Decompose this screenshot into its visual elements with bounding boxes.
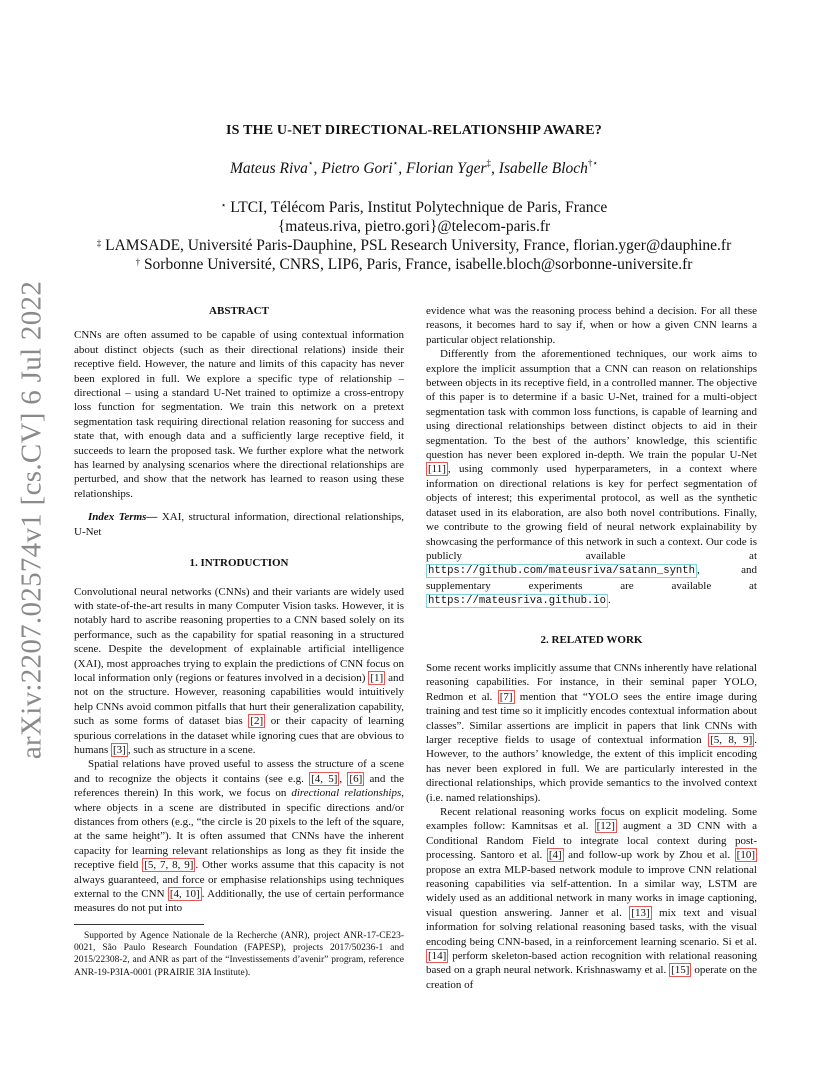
body-text: propose an extra MLP-based network module to improve CNN relational reasoning capabilities via self-attention. In a similar way, LSTM are widely used as an additional network in many works in image captioning, visual question answering. Janner et al. bbox=[426, 863, 757, 919]
body-text: or their capacity of learning spurious correlations in the dataset while ignoring cues that are obvious to humans bbox=[74, 715, 404, 756]
citation-link[interactable]: [4, 10] bbox=[169, 888, 200, 901]
citation-link[interactable]: [4] bbox=[548, 849, 562, 862]
intro-paragraph-2 bbox=[74, 757, 404, 915]
related-paragraph-2 bbox=[426, 805, 757, 992]
body-text: perform skeleton-based action recognition with relational reasoning based on a graph neural network. Krishnaswamy et al. bbox=[426, 950, 757, 977]
body-text: Recent relational reasoning works focus on explicit modeling. Some examples follow: Kamnitsas et al. bbox=[426, 806, 757, 833]
body-text: , where objects in a scene are distributed in specific directions and/or distances from others (e.g., “the circle is 20 pixels to the left of the square, at the same height”). It is often assumed that CNNs have the inherent capacity for learning relevant relationships as long as they fit inside the receptive field bbox=[74, 787, 405, 872]
body-text: Spatial relations have proved useful to assess the structure of a scene and to recognize the objects it contains (see e.g. bbox=[74, 758, 404, 785]
citation-link[interactable]: [3] bbox=[112, 743, 126, 756]
footnote: Supported by Agence Nationale de la Recherche (ANR), project ANR-17-CE23-0021, São Paulo Research Foundation (FAPESP), projects 2017/50236-1 and 2015/22308-2, and ANR as part of the “Investissements d’avenir” program, reference ANR-19-P3IA-0001 (PRAIRIE 3IA Institute). bbox=[74, 931, 404, 978]
citation-link[interactable]: [15] bbox=[671, 964, 690, 977]
author-marker: †⋆ bbox=[587, 158, 599, 168]
affiliation-marker: † bbox=[135, 257, 141, 267]
citation-link[interactable]: [12] bbox=[596, 820, 615, 833]
index-terms bbox=[74, 510, 404, 539]
body-text: Some recent works implicitly assume that CNNs inherently have relational reasoning capabilities. For instance, in their seminal paper YOLO, Redmon et al. bbox=[426, 661, 757, 703]
author-name: Florian Yger bbox=[406, 160, 487, 177]
section-heading-introduction: 1. INTRODUCTION bbox=[189, 557, 289, 570]
citation-link[interactable]: [14] bbox=[428, 950, 447, 963]
body-text: mix text and visual information for solving relational reasoning based tasks, with the visual encoding being CNN-based, in a reinforcement learning scenario. Si et al. bbox=[426, 906, 757, 948]
citation-link[interactable]: [1] bbox=[370, 671, 384, 684]
arxiv-sidebar-stamp bbox=[12, 280, 52, 760]
author-name: Pietro Gori bbox=[321, 160, 393, 177]
citation-link[interactable]: [5, 8, 9] bbox=[710, 733, 753, 746]
body-text: . Additionally, the use of certain performance measures do not put into bbox=[74, 888, 404, 915]
body-text: , using commonly used hyperparameters, in a context where information on directional relations is key for perfect segmentation of objects of interest; this experimental protocol, as well as the synthetic dataset used in its elaboration, are also both novel contributions. Finally, we contribute to the growing field of neural network explainability by showcasing the performance of this network in such a context. Our code is publicly available at bbox=[426, 463, 757, 562]
author-marker: ‡ bbox=[486, 158, 492, 168]
abstract-text: CNNs are often assumed to be capable of using contextual information about distinct objects (such as their directional relations) inside their receptive field. However, the nature and limits of this capacity has never been explored in full. We explore a specific type of relationship – directional – using a standard U-Net trained to optimize a cross-entropy loss function for segmentation. We train this network on a pretext segmentation task requiring directional relation reasoning for success and state that, with enough data and a sufficiently large receptive field, it succeeds to learn the proposed task. We further explore what the network has learned by analysing scenarios where the directional relationships are perturbed, and show that the network has learned to reason using these relationships. bbox=[74, 329, 404, 500]
intro-paragraph-4 bbox=[426, 347, 757, 608]
intro-paragraph-1 bbox=[74, 585, 404, 758]
emphasis-text: directional relationships bbox=[291, 787, 402, 800]
citation-link[interactable]: [2] bbox=[250, 715, 264, 728]
affiliation-text: Sorbonne Université, CNRS, LIP6, Paris, France, isabelle.bloch@sorbonne-universite.fr bbox=[143, 256, 693, 273]
abstract-heading: ABSTRACT bbox=[209, 305, 269, 317]
affiliation-text: LTCI, Télécom Paris, Institut Polytechnique de Paris, France bbox=[230, 199, 608, 216]
affiliation-line bbox=[0, 198, 828, 217]
body-text: , and supplementary experiments are available at bbox=[426, 564, 757, 592]
related-paragraph-1 bbox=[426, 661, 757, 805]
citation-link[interactable]: [4, 5] bbox=[311, 772, 338, 785]
body-text: and the references therein) In this work, we focus on bbox=[74, 772, 404, 800]
body-text: mention that “YOLO sees the entire image during training and test time so it implicitly encodes contextual information about classes”. Similar assertions are implicit in papers that link CNNs with larger receptive fields to usage of contextual information bbox=[426, 690, 757, 746]
body-text: . bbox=[608, 594, 611, 607]
affiliation-line bbox=[0, 236, 828, 255]
intro-paragraph-3: evidence what was the reasoning process behind a decision. For all these reasons, it becomes hard to say if, when or how a given CNN learns a particular object relationship. bbox=[426, 305, 757, 346]
code-repository-link[interactable]: https://github.com/mateusriva/satann_synth bbox=[428, 565, 696, 578]
right-column bbox=[426, 304, 757, 992]
body-text: augment a 3D CNN with a Conditional Random Field to integrate local context during post-processing. Santoro et al. bbox=[426, 820, 757, 862]
body-text: . Other works assume that this capacity is not always guaranteed, and force or emphasise relationships using techniques external to the CNN bbox=[74, 859, 405, 901]
affiliation-line bbox=[0, 255, 828, 274]
body-text: Convolutional neural networks (CNNs) and their variants are widely used with state-of-the-art results in many Computer Vision tasks. However, it is notably hard to ascribe reasoning properties to a CNN based solely on its performance, such as the capability for spatial reasoning in a structured scene. Despite the development of explainable artificial intelligence (XAI), most approaches trying to explain the predictions of CNN focus on local information only (regions or features involved in a decision) bbox=[74, 585, 404, 684]
author-list: Mateus Riva⋆, Pietro Gori⋆, Florian Yger‡, Isabelle Bloch†⋆ bbox=[229, 158, 599, 177]
body-text: operate on the creation of bbox=[426, 964, 757, 991]
arxiv-id: arXiv:2207.02574v1 [cs.CV] 6 Jul 2022 bbox=[15, 280, 48, 760]
paper-title: IS THE U-NET DIRECTIONAL-RELATIONSHIP AWARE? bbox=[225, 123, 602, 138]
affiliation-marker: ‡ bbox=[96, 238, 102, 248]
citation-link[interactable]: [5, 7, 8, 9] bbox=[144, 859, 194, 872]
affiliation-email: {mateus.riva, pietro.gori}@telecom-paris.fr bbox=[277, 218, 551, 235]
citation-link[interactable]: [7] bbox=[499, 690, 513, 703]
body-text: , such as structure in a scene. bbox=[127, 743, 256, 756]
body-text: Differently from the aforementioned techniques, our work aims to explore the implicit assumption that a CNN can reason on relationships between objects in its receptive field, in a controlled manner. The objective of this paper is to determine if a basic U-Net, trained for a multi-object segmentation task with common loss functions, is capable of learning and using directional relationships between distinct objects to aid in their segmentation. To the best of the authors’ knowledge, this scientific question has never been explored in-depth. We train the popular U-Net bbox=[426, 348, 757, 462]
body-text: and follow-up work by Zhou et al. bbox=[563, 849, 735, 862]
section-heading-related-work: 2. RELATED WORK bbox=[540, 633, 643, 646]
body-text: , bbox=[339, 772, 348, 785]
author-marker: ⋆ bbox=[392, 158, 399, 168]
author-marker: ⋆ bbox=[307, 158, 314, 168]
index-terms-label: Index Terms— bbox=[88, 511, 158, 524]
index-terms-text: XAI, structural information, directional relationships, U-Net bbox=[74, 511, 404, 538]
citation-link[interactable]: [6] bbox=[349, 772, 363, 785]
author-name: Isabelle Bloch bbox=[498, 160, 588, 177]
body-text: . However, to the authors’ knowledge, the extent of this implicit encoding has never been explored in full. We are particularly interested in the directional relationships, which provide semantics to the involved context (i.e. named relationships). bbox=[426, 733, 757, 804]
body-text: and not on the structure. However, reasoning capabilities would intuitively help CNNs avoid common pitfalls that hurt their generalization capability, such as some forms of dataset bias bbox=[74, 671, 404, 728]
supplementary-link[interactable]: https://mateusriva.github.io bbox=[428, 595, 607, 608]
citation-link[interactable]: [11] bbox=[428, 463, 446, 476]
author-name: Mateus Riva bbox=[229, 160, 308, 177]
citation-link[interactable]: [13] bbox=[631, 906, 650, 919]
affiliation-marker: ⋆ bbox=[220, 200, 227, 210]
footnote-rule bbox=[74, 924, 204, 925]
left-column bbox=[74, 304, 404, 916]
affiliation-text: LAMSADE, Université Paris-Dauphine, PSL Research University, France, florian.yger@dauphine.fr bbox=[105, 237, 732, 254]
citation-link[interactable]: [10] bbox=[736, 849, 755, 862]
